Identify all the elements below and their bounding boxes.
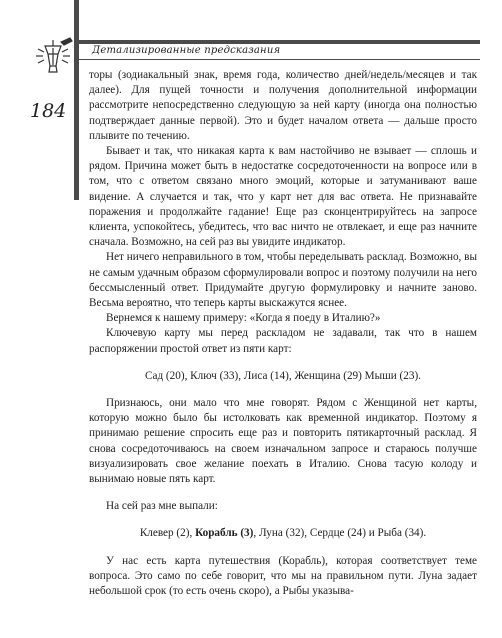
card-list-second [89, 526, 477, 541]
margin-rule [74, 0, 79, 200]
page-body [89, 68, 477, 599]
card-list-text: Клевер (2), [139, 527, 196, 540]
paragraph: Бывает и так, что никакая карта к вам настойчиво не взывает — сплошь и рядом. Причина может быть в недостатке сосредоточенности на вопросе или в том, что с ответом связано много эмоций, которые и затуманивают ваше видение. А случается и так, что у карт нет для вас ответа. Не признавайте поражения и продолжайте гадание! Еще раз сконцентрируйтесь на запросе клиента, успокойтесь, убедитесь, что вас ничто не отвлекает, и еще раз начните сначала. Возможно, на сей раз вы увидите индикатор. [89, 145, 477, 249]
running-title: Детализированные предсказания [92, 45, 281, 56]
card-highlight: Корабль (3) [195, 527, 254, 540]
paragraph: У нас есть карта путешествия (Корабль), которая соответствует теме вопроса. Это само по себе говорит, что мы на правильном пути. Луна задает небольшой срок (то есть очень скоро), а Рыбы указыва- [89, 554, 477, 598]
lamp-ornament-icon [28, 32, 78, 82]
paragraph: Вернемся к нашему примеру: «Когда я поеду в Италию?» [106, 312, 381, 325]
card-list-text: , Луна (32), Сердце (24) и Рыба (34). [253, 527, 427, 540]
card-list-first: Сад (20), Ключ (33), Лиса (14), Женщина (29) Мыши (23). [145, 369, 421, 382]
page-number: 184 [30, 100, 67, 122]
paragraph: На сей раз мне выпали: [106, 500, 218, 513]
paragraph: Нет ничего неправильного в том, чтобы переделывать расклад. Возможно, вы не самым удачным образом сформулировали вопрос и поэтому получили на него бессмысленный ответ. Придумайте другую формулировку и начните заново. Весьма вероятно, что теперь карты выскажутся яснее. [89, 251, 477, 310]
paragraph: Ключевую карту мы перед раскладом не задавали, так что в нашем распоряжении простой ответ из пяти карт: [89, 327, 477, 355]
paragraph: торы (зодиакальный знак, время года, количество дней/недель/месяцев и так далее). Для пущей точности и получения дополнительной информации рассмотрите непосредственно следующую за ней карту (иногда она полностью подтверждает данные первой). Это и будет началом ответа — дальше просто плывите по течению. [89, 69, 477, 142]
paragraph: Признаюсь, они мало что мне говорят. Рядом с Женщиной нет карты, которую можно было бы истолковать как временной индикатор. Поэтому я принимаю решение спросить еще раз и повторить пятикарточный расклад. Я снова сосредоточиваюсь на своем изначальном запросе и стараюсь получше визуализировать свое желание поехать в Италию. Снова тасую колоду и вынимаю новые пять карт. [89, 397, 477, 486]
